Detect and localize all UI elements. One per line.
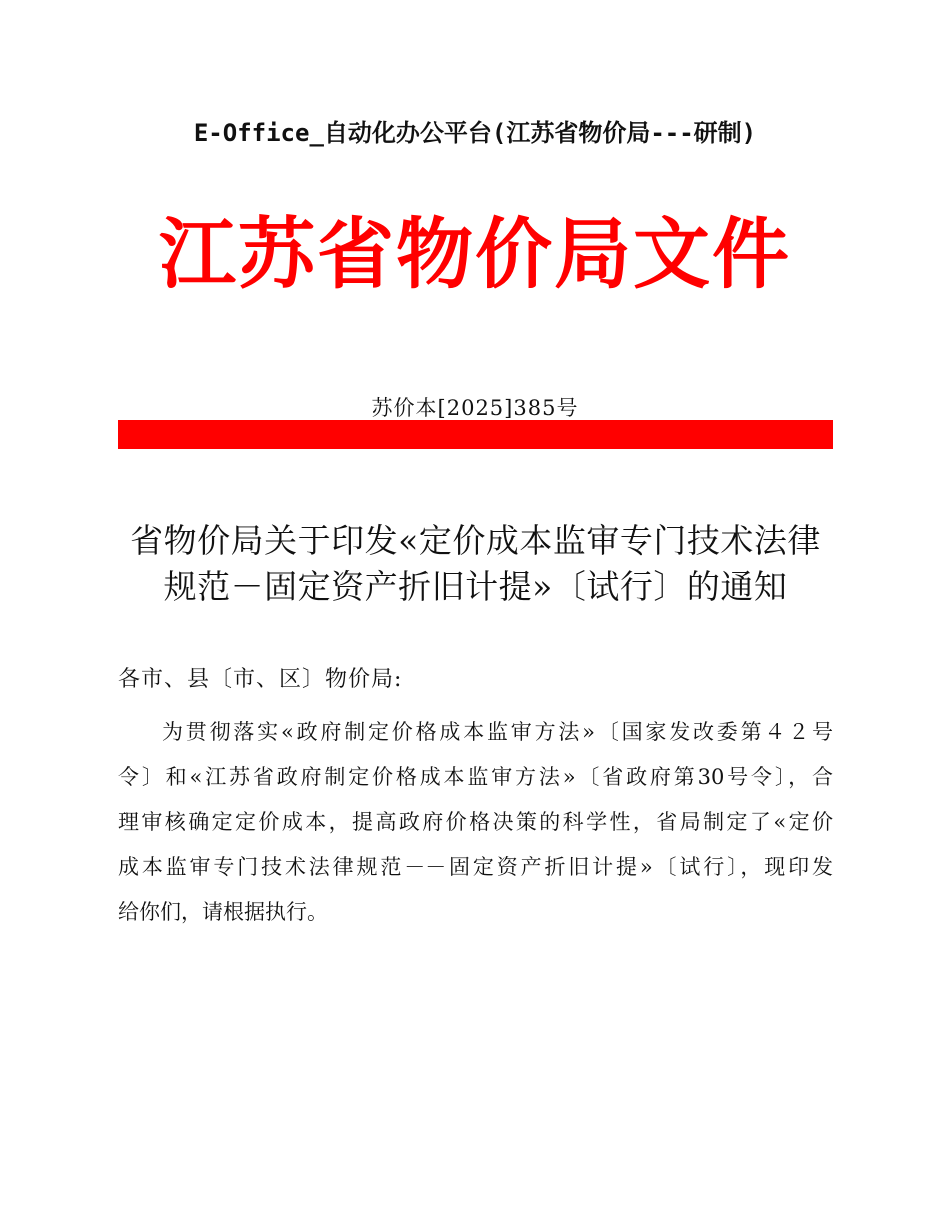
body-line-2: 令〕和«江苏省政府制定价格成本监审方法»〔省政府第30号令〕，合 [118, 765, 833, 789]
document-title-line-2: 规范－固定资产折旧计提»〔试行〕的通知 [163, 567, 788, 606]
body-line-5: 给你们，请根据执行。 [118, 900, 328, 924]
body-paragraph [118, 710, 833, 935]
body-line-1: 为贯彻落实«政府制定价格成本监审方法»〔国家发改委第４２号 [162, 720, 833, 744]
document-title-line-1: 省物价局关于印发«定价成本监审专门技术法律 [130, 521, 821, 560]
document-org-title: 江苏省物价局文件 [159, 210, 791, 300]
salutation: 各市、县〔市、区〕物价局: [118, 667, 403, 692]
document-number: 苏价本[2025]385号 [371, 396, 579, 420]
body-line-3: 理审核确定定价成本，提高政府价格决策的科学性，省局制定了«定价 [118, 810, 833, 834]
system-header: E-Office_自动化办公平台(江苏省物价局---研制) [193, 119, 757, 147]
document-title [118, 518, 833, 610]
body-line-4: 成本监审专门技术法律规范－－固定资产折旧计提»〔试行〕，现印发 [118, 855, 833, 879]
red-divider-bar [118, 420, 833, 449]
